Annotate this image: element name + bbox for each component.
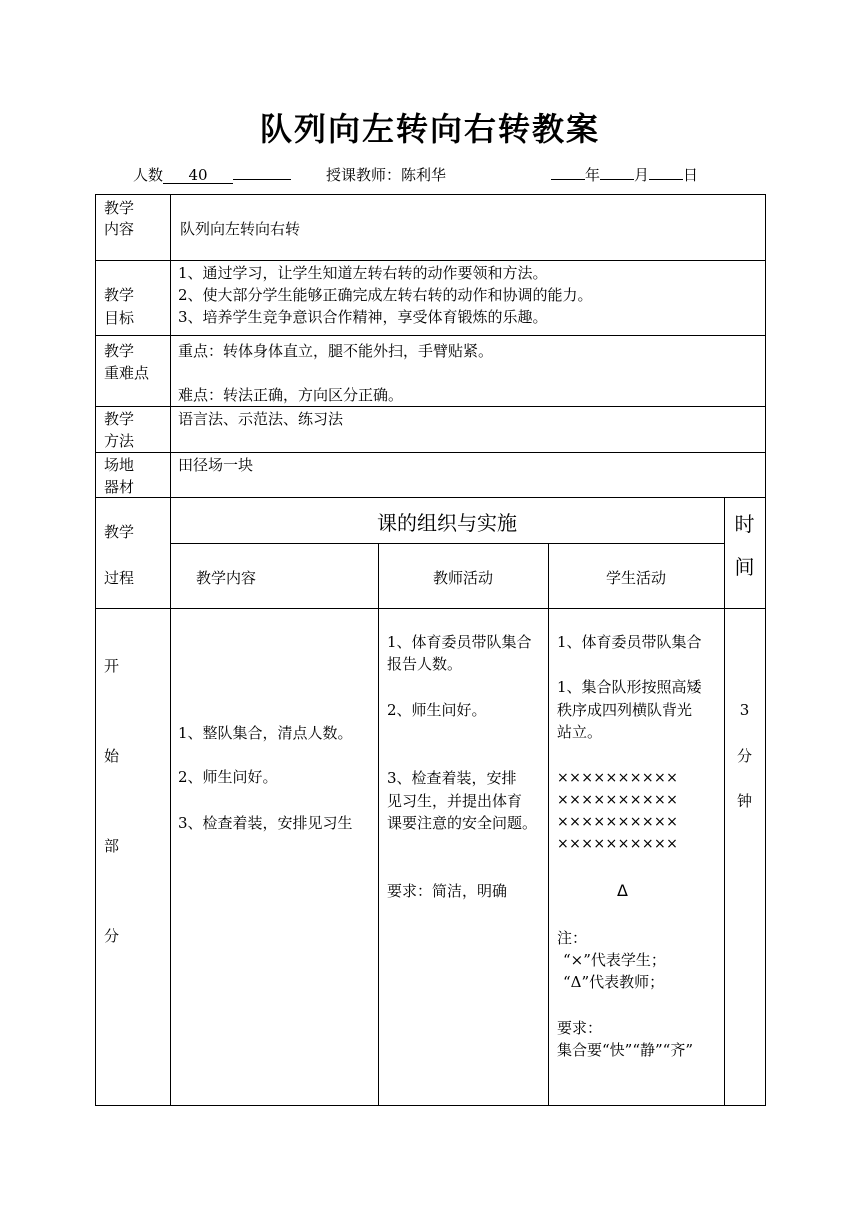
- formation-row: ××××××××××: [557, 814, 679, 830]
- content-item: 1、整队集合，清点人数。: [178, 724, 353, 742]
- note-line: “Δ”代表教师；: [563, 973, 665, 991]
- method-text: 语言法、示范法、练习法: [178, 410, 344, 428]
- formation-row: ××××××××××: [557, 836, 679, 852]
- formation-row: ××××××××××: [557, 792, 679, 808]
- teacher-field: 授课教师：陈利华: [326, 166, 447, 184]
- content-text: 队列向左转向右转: [180, 220, 301, 238]
- requirement-clip: [557, 1040, 724, 1061]
- student-activity: 站立。: [557, 723, 603, 741]
- row-label-content-2: 内容: [104, 220, 135, 238]
- teacher-activity: 报告人数。: [387, 655, 463, 673]
- section-name-char: 部: [104, 837, 120, 855]
- time-unit-char: 分: [736, 747, 752, 765]
- col-header-student: 学生活动: [605, 569, 666, 587]
- student-activity: 秩序成四列横队背光: [557, 701, 693, 719]
- time-value: 3: [739, 701, 750, 719]
- key-point: 重点：转体身体直立，腿不能外扫，手臂贴紧。: [178, 342, 494, 360]
- row-label-method-1: 教学: [104, 410, 135, 428]
- row-label-goals-1: 教学: [104, 286, 135, 304]
- goal-item: 1、通过学习，让学生知道左转右转的动作要领和方法。: [178, 264, 548, 282]
- requirement-label: 要求：: [557, 1019, 603, 1037]
- row-label-difficulty-2: 重难点: [104, 364, 150, 382]
- row-label-method-2: 方法: [104, 432, 135, 450]
- goal-item: 3、培养学生竞争意识合作精神，享受体育锻炼的乐趣。: [178, 308, 548, 326]
- student-activity: 1、体育委员带队集合: [557, 633, 702, 651]
- content-item: 2、师生问好。: [178, 768, 278, 786]
- row-label-difficulty-1: 教学: [104, 342, 135, 360]
- section-name-char: 开: [104, 657, 120, 675]
- page-title: 队列向左转向右转教案: [259, 110, 600, 148]
- time-unit-char: 钟: [736, 792, 752, 810]
- row-label-process-2: 过程: [104, 569, 135, 587]
- time-header-1: 时: [734, 512, 755, 536]
- count-value: 40: [163, 167, 233, 184]
- note-label: 注：: [557, 929, 588, 947]
- row-label-goals-2: 目标: [104, 309, 135, 327]
- requirement-text: 集合要“快”“静”“齐”: [557, 1041, 694, 1059]
- formation-row: ××××××××××: [557, 770, 679, 786]
- section-name-char: 分: [104, 927, 120, 945]
- date-year: 年: [585, 166, 601, 184]
- date-field: [551, 164, 698, 185]
- student-activity: 1、集合队形按照高矮: [557, 678, 702, 696]
- row-label-venue-2: 器材: [104, 478, 135, 496]
- time-header-2: 间: [734, 555, 755, 579]
- teacher-mark: Δ: [617, 881, 628, 900]
- venue-text: 田径场一块: [178, 456, 254, 474]
- teacher-activity: 见习生，并提出体育: [387, 792, 523, 810]
- row-label-venue-1: 场地: [104, 456, 135, 474]
- col-header-content: 教学内容: [196, 569, 257, 587]
- teacher-requirement: 要求：简洁，明确: [387, 882, 508, 900]
- org-title: 课的组织与实施: [377, 511, 517, 535]
- teacher-activity: 3、检查着装，安排: [387, 769, 517, 787]
- teacher-activity: 2、师生问好。: [387, 701, 487, 719]
- section-name-char: 始: [104, 747, 120, 765]
- goal-item: 2、使大部分学生能够正确完成左转右转的动作和协调的能力。: [178, 286, 593, 304]
- note-line: “×”代表学生；: [563, 951, 666, 969]
- count-label: 人数: [133, 166, 164, 184]
- row-label-process-1: 教学: [104, 523, 135, 541]
- date-day: 日: [683, 166, 699, 184]
- count-field: [133, 164, 291, 185]
- row-label-content-1: 教学: [104, 199, 135, 217]
- hard-point: 难点：转法正确，方向区分正确。: [178, 386, 404, 404]
- teacher-activity: 课要注意的安全问题。: [387, 814, 538, 832]
- date-month: 月: [634, 166, 650, 184]
- col-header-teacher: 教师活动: [432, 569, 493, 587]
- teacher-activity: 1、体育委员带队集合: [387, 633, 532, 651]
- content-item: 3、检查着装，安排见习生: [178, 814, 353, 832]
